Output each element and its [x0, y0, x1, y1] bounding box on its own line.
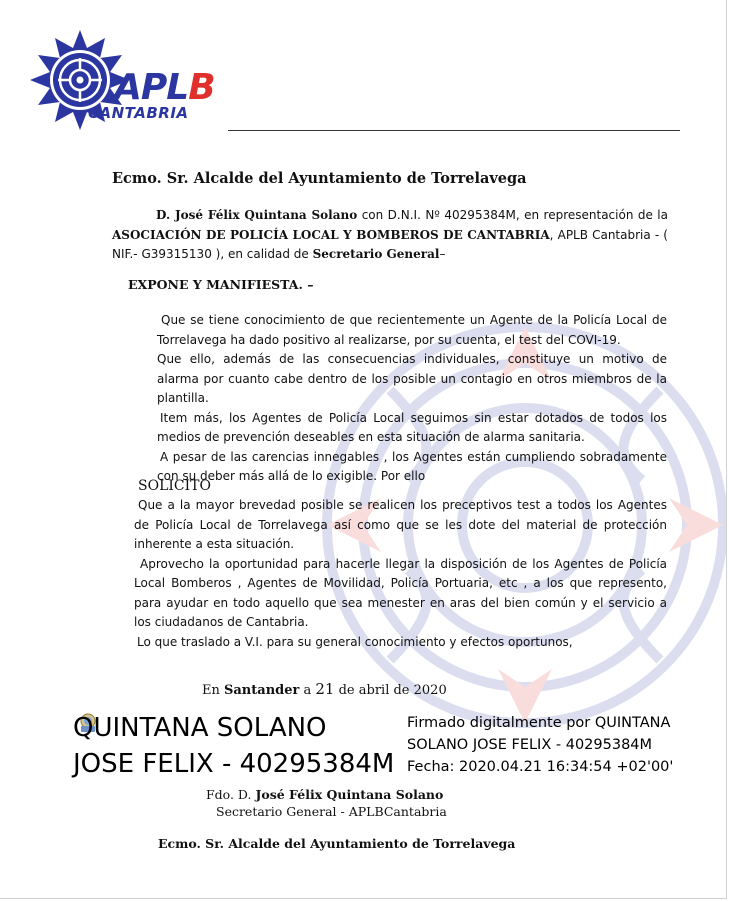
expone-paragraph: Que se tiene conocimiento de que recientemente un Agente de la Policía Local de Torrelavega ha dado positivo al realizarse, por su cuenta, el test del COVI-19. — [157, 313, 667, 347]
intro-name: D. José Félix Quintana Solano — [156, 208, 358, 222]
signature-name-line1: QUINTANA SOLANO — [73, 713, 327, 743]
header-rule — [228, 130, 680, 131]
expone-paragraph: Que ello, además de las consecuencias individuales, constituye un motivo de alarma por cuanto cabe dentro de los posible un contagio en otros miembros de la plantilla. — [157, 352, 667, 405]
addressee: Ecmo. Sr. Alcalde del Ayuntamiento de Torrelavega — [112, 170, 527, 187]
intro-dni: con D.N.I. Nº 40295384M, en representación de la — [357, 208, 668, 222]
closing-addressee: Ecmo. Sr. Alcalde del Ayuntamiento de Torrelavega — [158, 836, 516, 851]
brand-sub: CANTABRIA — [88, 104, 189, 122]
signer-prefix: Fdo. D. — [206, 787, 256, 802]
date-rest: de abril de 2020 — [334, 683, 447, 698]
date-day: 21 — [315, 680, 335, 698]
brand-main: APL — [114, 67, 189, 108]
solicito-paragraph: Aprovecho la oportunidad para hacerle llegar la disposición de los Agentes de Policía Local Bomberos , Agentes de Movilidad, Policía Portuaria, etc , a los que represento, para ayudar en todo aquello que sea menester en aras del bien común y el servicio a los ciudadanos de Cantabria. — [134, 556, 667, 629]
signature-detail-line2: SOLANO JOSE FELIX - 40295384M — [407, 737, 653, 753]
expone-heading: EXPONE Y MANIFIESTA. – — [128, 277, 314, 292]
signature-detail-line1: Firmado digitalmente por QUINTANA — [407, 715, 671, 731]
intro-nif: , APLB Cantabria - ( NIF.- G39315130 ), en calidad de — [112, 227, 668, 261]
expone-paragraph: Item más, los Agentes de Policía Local seguimos sin estar dotados de todos los medios de prevención deseables en esta situación de alarma sanitaria. — [157, 410, 667, 444]
intro-dash: – — [439, 247, 446, 261]
solicito-paragraph: Que a la mayor brevedad posible se realicen los preceptivos test a todos los Agentes de Policía Local de Torrelavega así como que se les dote del material de protección inherente a esta situación. — [134, 498, 667, 551]
expone-paragraph: A pesar de las carencias innegables , los Agentes están cumpliendo sobradamente con su deber más allá de lo exigible. Por ello — [157, 449, 667, 483]
date-prefix: En — [202, 683, 224, 698]
intro-association: ASOCIACIÓN DE POLICÍA LOCAL Y BOMBEROS DE CANTABRIA — [112, 227, 550, 242]
date-mid: a — [299, 683, 316, 698]
signature-detail-line3: Fecha: 2020.04.21 16:34:54 +02'00' — [407, 759, 674, 775]
date-city: Santander — [224, 683, 300, 698]
solicito-section — [134, 496, 667, 652]
expone-section — [157, 311, 667, 487]
intro-paragraph — [112, 206, 668, 265]
signer-name: José Félix Quintana Solano — [255, 787, 444, 802]
signer-title: Secretario General - APLBCantabria — [216, 804, 447, 819]
intro-role: Secretario General — [312, 247, 440, 261]
signer-block — [206, 786, 447, 820]
brand-logotype: APLB CANTABRIA — [88, 67, 215, 122]
signature-details — [407, 712, 673, 778]
signature-name — [73, 710, 394, 782]
date-line — [202, 680, 447, 698]
solicito-heading: SOLICITO — [138, 478, 211, 494]
solicito-paragraph: Lo que traslado a V.I. para su general conocimiento y efectos oportunos, — [137, 634, 573, 649]
signature-name-line2: JOSE FELIX - 40295384M — [73, 749, 395, 779]
